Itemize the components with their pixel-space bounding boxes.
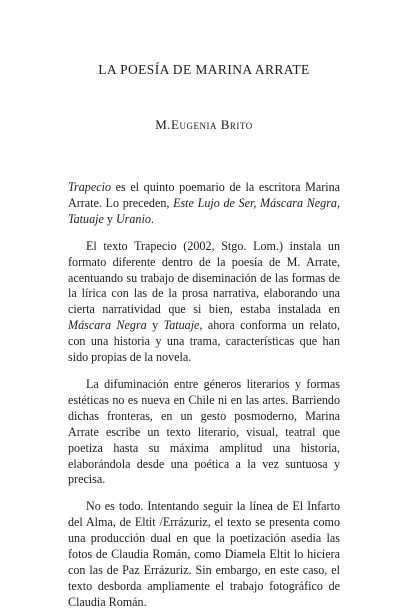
italic-title-run: Tatuaje	[163, 318, 200, 333]
document-page	[68, 0, 340, 609]
italic-title-run: Máscara Negra	[68, 318, 147, 333]
author-name: M.Eugenia Brito	[155, 117, 253, 132]
paragraph	[68, 239, 340, 366]
text-run: y	[146, 318, 164, 333]
text-run: No es todo. Intentando seguir la línea de El Infarto del Alma, de Eltit /Errázuriz, el texto se presenta como una producción dual en que la poetización asedia las fotos de Claudia Román, como Diamela Eltit lo hiciera con las de Paz Errázuriz. Sin embargo, en este caso, el texto desborda ampliamente el trabajo fotográfico de Claudia Román.	[68, 499, 340, 609]
text-run: es el quinto poemario de la escritora Marina Arrate. Lo preceden,	[68, 180, 340, 210]
article-title: LA POESÍA DE MARINA ARRATE	[98, 62, 310, 77]
text-run: , ahora conforma un relato, con una historia y una trama, características que han sido propias de la novela.	[68, 318, 340, 365]
paragraph	[68, 180, 340, 228]
paragraph	[68, 499, 340, 610]
text-run: La difuminación entre géneros literarios y formas estéticas no es nueva en Chile ni en las artes. Barriendo dichas fronteras, en un gesto posmoderno, Marina Arrate escribe un texto literario, visual, teatral que poetiza hasta su máxima amplitud una historia, elaborándola desde una poética a la vez suntuosa y precisa.	[68, 376, 340, 487]
text-run: .	[150, 211, 154, 226]
text-run: El texto Trapecio (2002, Stgo. Lom.) instala un formato diferente dentro de la poesía de M. Arrate, acentuando su trabajo de diseminación de las formas de la lírica con las de la prosa narrativa, elaborando una cierta narratividad que si bien, estaba instalada en	[68, 238, 340, 317]
text-run: y	[103, 211, 116, 226]
italic-title-run: Trapecio	[68, 180, 112, 194]
article-body	[68, 180, 340, 611]
paragraph	[68, 377, 340, 488]
italic-title-run: Uranio	[115, 211, 151, 226]
italic-title-run: Este Lujo de Ser, Máscara Negra, Tatuaje	[68, 195, 340, 226]
